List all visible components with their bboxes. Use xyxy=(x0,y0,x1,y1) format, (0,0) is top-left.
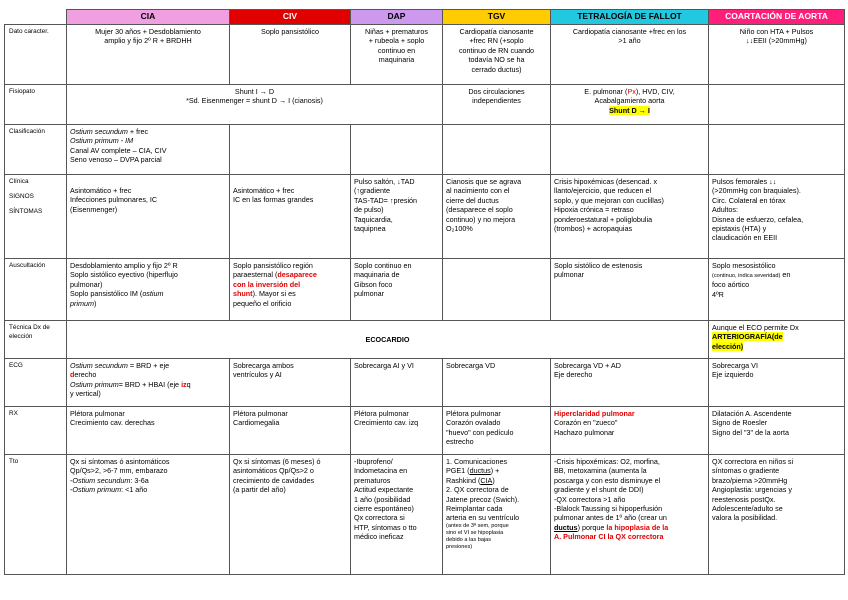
cell-tto-dap: -Ibuprofeno/ Indometacina en prematuros Actitud expectante 1 año (posibilidad cierre espontáneo) Qx correctora si HTP, síntomas o tto médico ineficaz xyxy=(351,455,443,575)
cell-tto-cia: Qx si síntomas ó asintomáticos Qp/Qs>2, >6-7 mm, embarazo -Ostium secundum: 3-6a -Ostium primum: <1 año xyxy=(67,455,230,575)
row-clasificacion xyxy=(5,125,845,175)
row-ecg xyxy=(5,359,845,407)
cell-ecg-coa: Sobrecarga VI Eje izquierdo xyxy=(709,359,845,407)
row-dato xyxy=(5,25,845,85)
row-label-ecg: ECG xyxy=(5,359,67,407)
cell-fisiopato-tf: E. pulmonar (Px), HVD, CIV, Acabalgamiento aorta Shunt D → I xyxy=(551,85,709,125)
header-coartacion: COARTACIÓN DE AORTA xyxy=(709,10,845,25)
cell-clasif-civ xyxy=(230,125,351,175)
cell-fisiopato-coa xyxy=(709,85,845,125)
cell-rx-cia: Plétora pulmonar Crecimiento cav. derechas xyxy=(67,407,230,455)
cell-fisiopato-tgv: Dos circulaciones independientes xyxy=(443,85,551,125)
cell-clinica-tf: Crisis hipoxémicas (desencad. x llanto/ejercicio, que reducen el soplo, y que mejoran con cuclillas) Hipoxia crónica = retraso ponderoestatural + poliglobulia (trombos) + acropaquias xyxy=(551,175,709,259)
cell-ausc-cia: Desdoblamiento amplio y fijo 2º R Soplo sistólico eyectivo (hiperflujo pulmonar) Soplo pansistólico IM (ostium primum) xyxy=(67,259,230,321)
cell-clasif-tgv xyxy=(443,125,551,175)
cell-ausc-dap: Soplo continuo en maquinaria de Gibson foco pulmonar xyxy=(351,259,443,321)
corner-cell xyxy=(5,10,67,25)
cell-dato-tgv: Cardiopatía cianosante +frec RN (+soplo continuo de RN cuando todavía NO se ha cerrado ductus) xyxy=(443,25,551,85)
cell-ecg-cia: Ostium secundum = BRD + eje derecho Ostium primum= BRD + HBAI (eje izq y vertical) xyxy=(67,359,230,407)
cell-ausc-tgv xyxy=(443,259,551,321)
row-tto xyxy=(5,455,845,575)
cell-ecg-tf: Sobrecarga VD + AD Eje derecho xyxy=(551,359,709,407)
row-label-rx: RX xyxy=(5,407,67,455)
cell-rx-tf: Hiperclaridad pulmonar Corazón en "zueco" Hachazo pulmonar xyxy=(551,407,709,455)
cell-clasif-cia: Ostium secundum + frec Ostium primum - IM Canal AV complete – CIA, CIV Seno venoso – DVPA parcial xyxy=(67,125,230,175)
cell-clinica-civ: Asintomático + frec IC en las formas grandes xyxy=(230,175,351,259)
cell-dato-tf: Cardiopatía cianosante +frec en los >1 año xyxy=(551,25,709,85)
cell-ecg-tgv: Sobrecarga VD xyxy=(443,359,551,407)
cell-ausc-civ: Soplo pansistólico región paraesternal (desaparece con la inversión del shunt). Mayor si es pequeño el orificio xyxy=(230,259,351,321)
header-dap: DAP xyxy=(351,10,443,25)
header-civ: CIV xyxy=(230,10,351,25)
cell-dato-civ: Soplo pansistólico xyxy=(230,25,351,85)
header-tetralogia: TETRALOGÍA DE FALLOT xyxy=(551,10,709,25)
row-tecnica xyxy=(5,321,845,359)
row-rx xyxy=(5,407,845,455)
cell-tecnica-coa: Aunque el ECO permite Dx ARTERIOGRAFÍA(de elección) xyxy=(709,321,845,359)
cell-rx-tgv: Plétora pulmonar Corazón ovalado "huevo" con pedículo estrecho xyxy=(443,407,551,455)
row-label-tto: Tto xyxy=(5,455,67,575)
cell-clasif-tf xyxy=(551,125,709,175)
row-fisiopato xyxy=(5,85,845,125)
cell-dato-dap: Niñas + prematuros + rubeola + soplo continuo en maquinaria xyxy=(351,25,443,85)
cell-clinica-coa: Pulsos femorales ↓↓ (>20mmHg con braquiales). Circ. Colateral en tórax Adultos: Disnea de esfuerzo, cefalea, epistaxis (HTA) y claudicación en EEII xyxy=(709,175,845,259)
cell-rx-coa: Dilatación A. Ascendente Signo de Roesler Signo del "3" de la aorta xyxy=(709,407,845,455)
row-label-dato: Dato caracter. xyxy=(5,25,67,85)
row-label-fisiopato: Fisiopato xyxy=(5,85,67,125)
cell-tto-civ: Qx si síntomas (6 meses) ó asintomáticos Qp/Qs>2 o crecimiento de cavidades (a partir del año) xyxy=(230,455,351,575)
cell-clinica-tgv: Cianosis que se agrava al nacimiento con el cierre del ductus (desaparece el soplo continuo) y no mejora O₂100% xyxy=(443,175,551,259)
row-auscultacion xyxy=(5,259,845,321)
shunt-highlight: Shunt D → I xyxy=(609,105,650,115)
cell-tto-tf: -Crisis hipoxémicas: O2, morfina, BB, metoxamina (aumenta la poscarga y con esto disminuye el gradiente y el shunt de DDI) -QX correctora >1 año -Blalock Taussing si hipoperfusión pulmonar antes de 1º año (crear un ductus) porque la hipoplasia de la A. Pulmonar CI la QX correctora xyxy=(551,455,709,575)
row-label-clinica: Clínica SIGNOS SÍNTOMAS xyxy=(5,175,67,259)
cell-tto-tgv: 1. Comunicaciones PGE1 (ductus) + Rashkind (CIA) 2. QX correctora de Jatene precoz (Swich). Reimplantar cada arteria en su ventrículo (antes de 3ª sem, porque sino el VI se hipoplasia debido a las bajas presiones) xyxy=(443,455,551,575)
row-label-clasificacion: Clasificación xyxy=(5,125,67,175)
cell-clasif-dap xyxy=(351,125,443,175)
row-label-auscultacion: Auscultación xyxy=(5,259,67,321)
row-label-tecnica: Técnica Dx de elección xyxy=(5,321,67,359)
cell-rx-dap: Plétora pulmonar Crecimiento cav. izq xyxy=(351,407,443,455)
cell-clinica-dap: Pulso saltón, ↓TAD (↑gradiente TAS-TAD= ↑presión de pulso) Taquicardia, taquipnea xyxy=(351,175,443,259)
cell-tecnica-shared: ECOCARDIO xyxy=(67,321,709,359)
cardiopathy-table xyxy=(4,9,845,575)
cell-dato-coa: Niño con HTA + Pulsos ↓↓EEII (>20mmHg) xyxy=(709,25,845,85)
header-cia: CIA xyxy=(67,10,230,25)
cell-clinica-cia: Asintomático + frec Infecciones pulmonares, IC (Eisenmenger) xyxy=(67,175,230,259)
cell-ausc-coa: Soplo mesosistólico (continuo, indica severidad) en foco aórtico 4ºR xyxy=(709,259,845,321)
cell-clasif-coa xyxy=(709,125,845,175)
cell-ecg-civ: Sobrecarga ambos ventrículos y AI xyxy=(230,359,351,407)
row-clinica xyxy=(5,175,845,259)
cell-rx-civ: Plétora pulmonar Cardiomegalia xyxy=(230,407,351,455)
header-tgv: TGV xyxy=(443,10,551,25)
cell-ecg-dap: Sobrecarga AI y VI xyxy=(351,359,443,407)
cell-fisiopato-shared: Shunt I → D *Sd. Eisenmenger = shunt D → I (cianosis) xyxy=(67,85,443,125)
cell-ausc-tf: Soplo sistólico de estenosis pulmonar xyxy=(551,259,709,321)
cell-tto-coa: QX correctora en niños si síntomas o gradiente brazo/pierna >20mmHg Angioplastia: urgencias y reestenosis postQx. Adolescente/adulto se valora la posibilidad. xyxy=(709,455,845,575)
cell-dato-cia: Mujer 30 años + Desdoblamiento amplio y fijo 2º R + BRDHH xyxy=(67,25,230,85)
